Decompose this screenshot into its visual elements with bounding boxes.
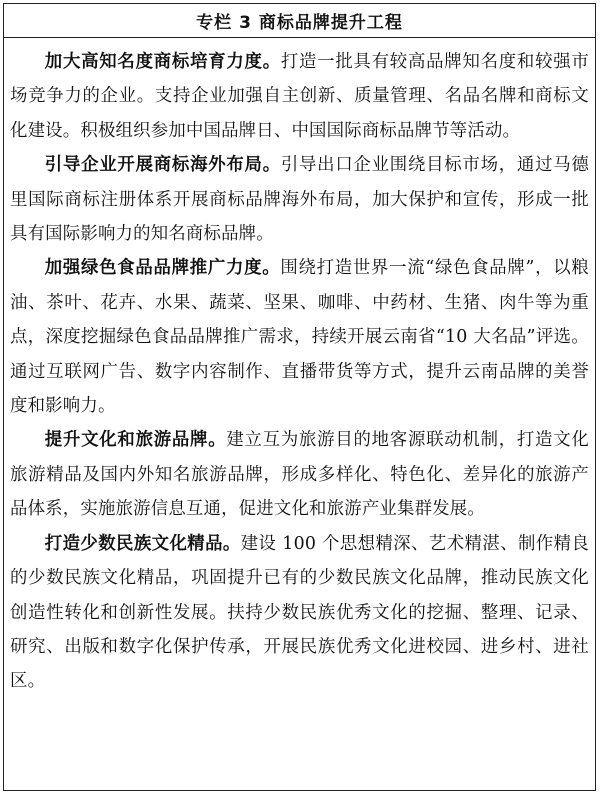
section-heading: 提升文化和旅游品牌。 [44,430,227,451]
section-body: 建设 100 个思想精深、艺术精湛、制作精良的少数民族文化精品，巩固提升已有的少数民族文化品牌，推动民族文化创造性转化和创新性发展。扶持少数民族优秀文化的挖掘、整理、记录、研究、出版和数字化保护传承，开展民族优秀文化进校园、进乡村、进社区。 [10,533,590,692]
section-body: 打造一批具有较高品牌知名度和较强市场竞争力的企业。支持企业加强自主创新、质量管理、名品名牌和商标文化建设。积极组织参加中国品牌日、中国国际商标品牌节等活动。 [10,52,589,141]
feature-box [3,3,596,791]
section-paragraph-culture-tourism [10,423,589,526]
section-body: 引导出口企业围绕目标市场，通过马德里国际商标注册体系开展商标品牌海外布局，加大保护和宣传，形成一批具有国际影响力的知名商标品牌。 [10,155,589,245]
section-body: 围绕打造世界一流“绿色食品牌”，以粮油、茶叶、花卉、水果、蔬菜、坚果、咖啡、中药材、生猪、肉牛等为重点，深度挖掘绿色食品品牌推广需求，持续开展云南省“10 大名品”评选。通过互联网广告、数字内容制作、直播带货等方式，提升云南品牌的美誉度和影响力。 [10,258,589,417]
section-paragraph-overseas-layout [10,148,589,251]
box-title-row [4,4,595,38]
section-heading: 引导企业开展商标海外布局。 [44,155,281,176]
section-heading: 打造少数民族文化精品。 [44,533,241,554]
section-paragraph-brand-cultivation [10,45,589,148]
section-paragraph-ethnic-culture [10,527,589,699]
section-body: 建立互为旅游目的地客源联动机制，打造文化旅游精品及国内外知名旅游品牌，形成多样化、特色化、差异化的旅游产品体系，实施旅游信息互通，促进文化和旅游产业集群发展。 [10,430,589,520]
section-paragraph-green-food [10,251,589,423]
section-heading: 加强绿色食品品牌推广力度。 [44,258,281,279]
section-heading: 加大高知名度商标培育力度。 [44,52,281,72]
box-content [4,45,595,699]
box-title: 专栏 3 商标品牌提升工程 [196,13,403,33]
